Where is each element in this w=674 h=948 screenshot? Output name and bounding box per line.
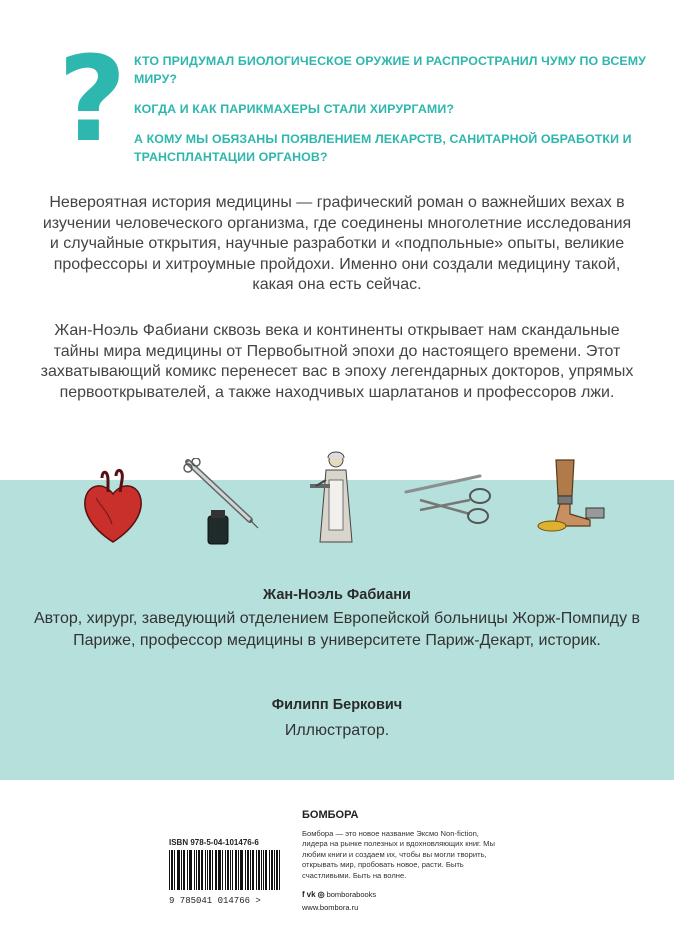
question-1: КТО ПРИДУМАЛ БИОЛОГИЧЕСКОЕ ОРУЖИЕ И РАСПРОСТРАНИЛ ЧУМУ ПО ВСЕМУ МИРУ? [134, 54, 646, 86]
isbn-label: ISBN 978-5-04-101476-6 [169, 838, 259, 847]
barcode [169, 850, 281, 890]
question-2: КОГДА И КАК ПАРИКМАХЕРЫ СТАЛИ ХИРУРГАМИ? [134, 102, 455, 116]
author-1-bio: Автор, хирург, заведующий отделением Европейской больницы Жорж-Помпиду в Париже, профессор медицины в университете Париж-Декарт, историк. [33, 610, 641, 649]
question-3: А КОМУ МЫ ОБЯЗАНЫ ПОЯВЛЕНИЕМ ЛЕКАРСТВ, САНИТАРНОЙ ОБРАБОТКИ И ТРАНСПЛАНТАЦИИ ОРГАНОВ? [134, 132, 632, 164]
vk-icon[interactable]: vk [306, 890, 316, 900]
social-handle[interactable]: bomborabooks [326, 890, 377, 900]
heart-illustration [78, 468, 148, 546]
barcode-digits: 9 785041 014766 > [169, 896, 261, 906]
social-row [302, 890, 502, 899]
syringe-illustration [180, 458, 260, 548]
prosthetic-leg-illustration [530, 456, 610, 536]
description-paragraph-1: Невероятная история медицины — графический роман о важнейших вехах в изучении человеческого организма, где соединены многолетние исследования и случайные открытия, научные разработки и «подпольные» опыты, великие профессоры и хитроумные пройдохи. Именно они создали медицину такой, какая она есть сейчас. [42, 194, 632, 293]
author-2-bio: Иллюстратор. [284, 722, 390, 739]
facebook-icon[interactable]: f [302, 890, 305, 900]
barcode-block [169, 838, 287, 918]
publisher-name: БОМБОРА [302, 809, 359, 821]
website-link[interactable]: www.bombora.ru [302, 903, 359, 913]
description-paragraph-2: Жан-Ноэль Фабиани сквозь века и континенты открывает нам скандальные тайны мира медицины от Первобытной эпохи до настоящего времени. Этот захватывающий комикс перенесет вас в эпоху легендарных докторов, упрямых первооткрывателей, а также находчивых шарлатанов и профессоров лжи. [40, 322, 634, 401]
author-1-name: Жан-Ноэль Фабиани [263, 587, 411, 603]
publisher-text: Бомбора — это новое название Эксмо Non-fiction, лидера на рынке полезных и вдохновляющих книг. Мы любим книги и создаем их, чтобы вы могли творить, открывать мир, пробовать новое, расти. Быть счастливыми. Быть на волне. [302, 829, 495, 880]
publisher-block [302, 809, 502, 912]
nurse-illustration [306, 450, 366, 550]
scissors-illustration [400, 470, 500, 530]
instagram-icon[interactable]: ◎ [317, 890, 325, 900]
author-2-name: Филипп Беркович [271, 697, 403, 713]
questions-block [134, 52, 654, 178]
question-mark-graphic: ? [58, 30, 127, 168]
